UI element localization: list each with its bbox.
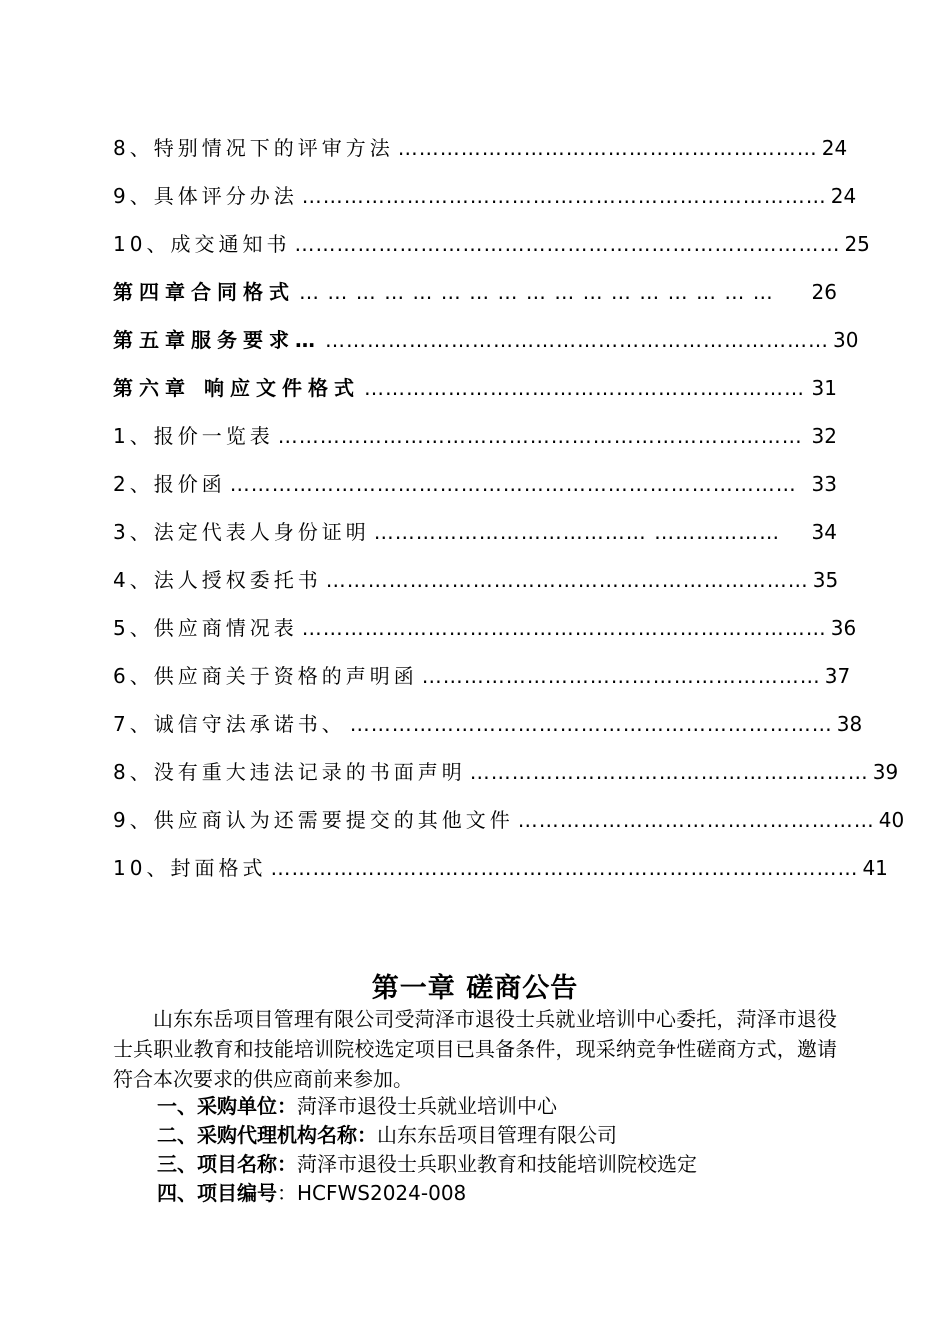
item-value: ：HCFWS2024-008	[277, 1181, 467, 1205]
item-agency	[157, 1121, 697, 1150]
toc-page-number: 37	[824, 664, 851, 688]
toc-page-number: 36	[830, 616, 857, 640]
toc-page-number: 40	[878, 808, 905, 832]
toc-page-number: 34	[811, 520, 837, 544]
toc-leader-dots: …………………………………………………………………………	[270, 856, 859, 880]
toc-row	[113, 700, 863, 748]
toc-leader-dots: …………………………………………………………………	[301, 184, 827, 208]
toc-leader-dots: ……………………………………………………………………	[294, 232, 841, 256]
item-key: 二、采购代理机构名称：	[157, 1123, 377, 1147]
toc-page-number: 26	[811, 280, 837, 304]
toc-row	[113, 604, 857, 652]
item-project-number	[157, 1179, 697, 1208]
toc-leader-dots: …………………………………………………………………	[301, 616, 827, 640]
toc-leader-dots: ……………………………………………………………	[349, 712, 833, 736]
toc-label: 第五章服务要求…	[113, 328, 321, 352]
toc-page-number: 38	[836, 712, 863, 736]
toc-row	[113, 508, 837, 556]
toc-label: 9、具体评分办法	[113, 184, 298, 208]
toc-leader-dots: …………………………………………………	[421, 664, 821, 688]
toc-page-number: 24	[821, 136, 848, 160]
item-key: 一、采购单位：	[157, 1094, 297, 1118]
toc-row	[113, 364, 837, 412]
toc-page-number: 32	[811, 424, 837, 448]
toc-row	[113, 268, 837, 316]
announcement-items	[157, 1092, 697, 1208]
toc-label: 6、供应商关于资格的声明函	[113, 664, 418, 688]
item-key: 三、项目名称：	[157, 1152, 297, 1176]
item-purchaser	[157, 1092, 697, 1121]
toc-row	[113, 796, 905, 844]
toc-label: 8、没有重大违法记录的书面声明	[113, 760, 466, 784]
item-key: 四、项目编号	[157, 1181, 277, 1205]
toc-row	[113, 844, 888, 892]
toc-leader-dots: ………………………………………………………………………	[229, 472, 797, 496]
chapter-title: 第一章 磋商公告	[371, 973, 579, 1004]
toc-label: 8、特别情况下的评审方法	[113, 136, 394, 160]
toc-row	[113, 412, 837, 460]
toc-page-number: 31	[811, 376, 837, 400]
toc-label: 9、供应商认为还需要提交的其他文件	[113, 808, 514, 832]
toc-label: 10、封面格式	[113, 856, 267, 880]
toc-label: 第六章 响应文件格式	[113, 376, 360, 400]
toc-label: 5、供应商情况表	[113, 616, 298, 640]
toc-label: 4、法人授权委托书	[113, 568, 322, 592]
toc-row	[113, 316, 859, 364]
toc-page-number: 41	[862, 856, 888, 880]
toc-row	[113, 748, 899, 796]
toc-leader-dots: … … … … … … … … … … … … … … … … …	[299, 280, 774, 304]
item-project-name	[157, 1150, 697, 1179]
toc-page-number: 35	[812, 568, 839, 592]
toc-leader-dots: …………………………………………………	[469, 760, 869, 784]
toc-leader-dots: ………………………………… ………………	[373, 520, 781, 544]
intro-paragraph: 山东东岳项目管理有限公司受菏泽市退役士兵就业培训中心委托，菏泽市退役士兵职业教育和技能培训院校选定项目已具备条件，现采纳竞争性磋商方式，邀请符合本次要求的供应商前来参加。	[113, 1007, 837, 1091]
toc-leader-dots: ……………………………………………………………	[325, 568, 809, 592]
toc-label: 10、成交通知书	[113, 232, 291, 256]
toc-leader-dots: ………………………………………………………	[363, 376, 805, 400]
announcement-intro	[113, 1004, 837, 1094]
toc-row	[113, 172, 857, 220]
toc-leader-dots: ……………………………………………	[517, 808, 875, 832]
toc-label: 3、法定代表人身份证明	[113, 520, 370, 544]
item-value: 菏泽市退役士兵就业培训中心	[297, 1094, 557, 1118]
toc-row	[113, 220, 870, 268]
toc-label: 7、诚信守法承诺书、	[113, 712, 346, 736]
toc-label: 2、报价函	[113, 472, 226, 496]
toc-leader-dots: …………………………………………………………………	[277, 424, 803, 448]
table-of-contents	[113, 124, 905, 892]
toc-page-number: 39	[872, 760, 899, 784]
toc-page-number: 25	[844, 232, 870, 256]
toc-row	[113, 652, 851, 700]
toc-row	[113, 556, 837, 604]
item-value: 菏泽市退役士兵职业教育和技能培训院校选定	[297, 1152, 697, 1176]
toc-page-number: 30	[833, 328, 859, 352]
toc-row	[113, 124, 848, 172]
toc-row	[113, 460, 837, 508]
toc-page-number: 24	[830, 184, 857, 208]
toc-leader-dots: ……………………………………………………	[397, 136, 818, 160]
toc-leader-dots: ………………………………………………………………	[325, 328, 829, 352]
toc-page-number: 33	[811, 472, 837, 496]
item-value: 山东东岳项目管理有限公司	[377, 1123, 617, 1147]
toc-label: 1、报价一览表	[113, 424, 274, 448]
toc-label: 第四章合同格式	[113, 280, 295, 304]
